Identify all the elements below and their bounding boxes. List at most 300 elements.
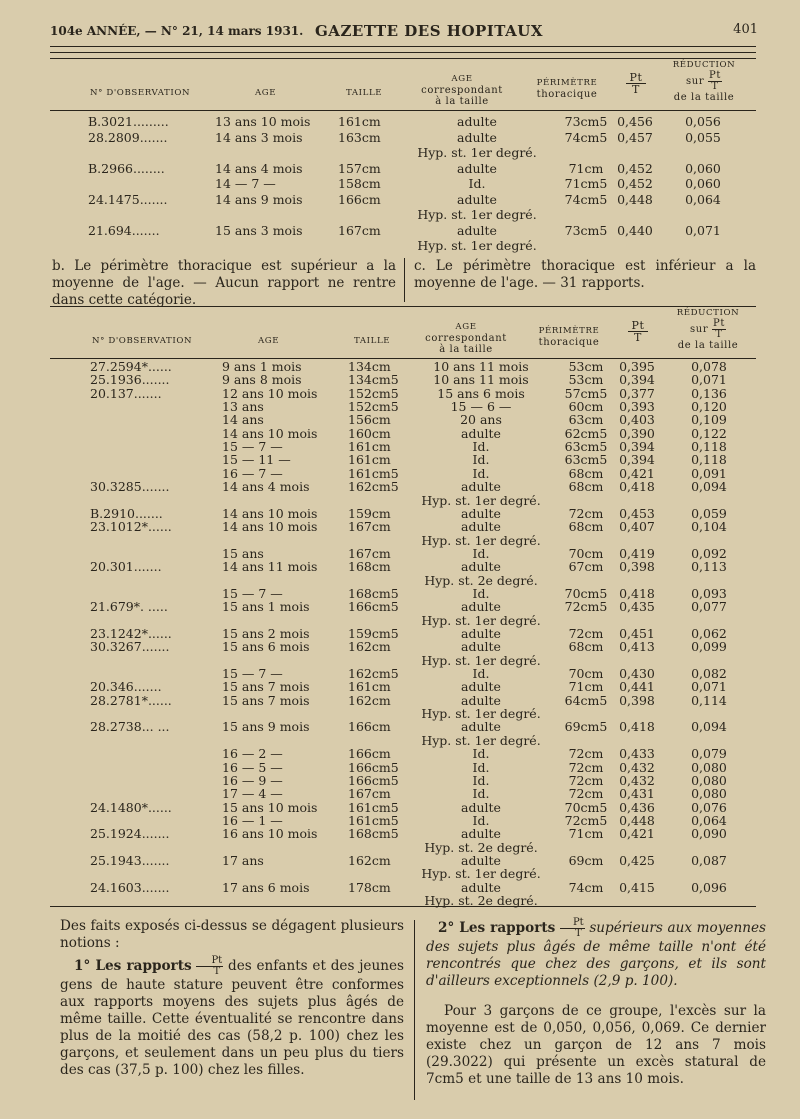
cell-taille: 166cm5	[348, 759, 399, 775]
cell-corr: adulte	[461, 679, 501, 695]
col-age-header-2: AGE	[258, 336, 280, 346]
cell-corr: 20 ans	[460, 412, 502, 428]
cell-peri: 68cm	[568, 519, 604, 535]
cell-age: 12 ans 10 mois	[222, 385, 318, 401]
col-peri-header-2	[534, 326, 604, 348]
cell-corr: Id.	[472, 452, 490, 468]
cell-age: 16 — 7 —	[222, 465, 283, 481]
cell-peri: 67cm	[568, 559, 604, 575]
point-2-fraction	[560, 918, 585, 939]
table2-top-rule	[50, 306, 756, 307]
cell-age: 16 — 1 —	[222, 812, 283, 828]
col-obs-header: N° D'OBSERVATION	[90, 88, 191, 98]
cell-obs: 21.694.......	[88, 222, 160, 238]
cell-ratio: 0,431	[619, 786, 655, 802]
cell-obs: 23.1012*......	[90, 519, 172, 535]
table1-top-rule	[50, 58, 756, 59]
cell-red: 0,080	[691, 786, 727, 802]
cell-ratio: 0,440	[617, 222, 653, 238]
cell-peri: 70cm5	[564, 585, 608, 601]
cell-corr: 15 ans 6 mois	[437, 385, 525, 401]
col-red-den: T	[711, 81, 719, 92]
cell-corr: Id.	[472, 465, 490, 481]
cell-taille: 134cm5	[348, 372, 399, 388]
cell-taille: 162cm5	[348, 666, 399, 682]
col-peri-line2-2: thoracique	[538, 337, 600, 348]
cell-corr: Hyp. st. 1er degré.	[421, 532, 541, 548]
cell-red: 0,082	[691, 666, 727, 682]
cell-corr: adulte	[457, 222, 497, 238]
cell-taille: 157cm	[338, 160, 381, 176]
cell-peri: 72cm5	[564, 812, 608, 828]
cell-red: 0,099	[691, 639, 727, 655]
cell-ratio: 0,418	[619, 479, 655, 495]
col-red-line2	[668, 71, 740, 92]
cell-age: 15 ans 2 mois	[222, 626, 310, 641]
cell-ratio: 0,451	[619, 626, 655, 641]
cell-red: 0,064	[691, 812, 727, 828]
cell-red: 0,071	[685, 222, 721, 238]
point-2-num: Pt	[560, 918, 585, 929]
conclusion-point-2	[426, 918, 766, 990]
cell-peri: 70cm	[568, 545, 604, 561]
cell-peri: 63cm5	[564, 439, 608, 455]
col-red-line1: RÉDUCTION	[672, 60, 736, 70]
cell-age: 16 — 9 —	[222, 772, 283, 788]
cell-corr: Id.	[472, 786, 490, 802]
cell-age: 9 ans 1 mois	[222, 359, 302, 374]
cell-peri: 63cm5	[564, 452, 608, 468]
cell-red: 0,091	[691, 465, 727, 481]
col-obs-header-2: N° D'OBSERVATION	[92, 336, 193, 346]
cell-corr: adulte	[461, 626, 501, 641]
cell-age: 15 ans 7 mois	[222, 692, 310, 708]
cell-obs: 25.1924.......	[90, 826, 170, 842]
cell-corr: Id.	[472, 812, 490, 828]
cell-corr: Hyp. st. 1er degré.	[421, 652, 541, 668]
cell-corr: Hyp. st. 2e degré.	[424, 893, 538, 908]
cell-peri: 68cm	[568, 465, 604, 481]
cell-age: 15 — 11 —	[222, 452, 291, 468]
cell-peri: 72cm5	[564, 599, 608, 615]
cell-taille: 167cm	[348, 786, 391, 802]
cell-corr: adulte	[461, 692, 501, 708]
cell-peri: 72cm	[568, 505, 604, 521]
col-corr-line3: à la taille	[435, 96, 489, 107]
cell-age: 15 ans 6 mois	[222, 639, 310, 655]
cell-taille: 161cm5	[348, 465, 399, 481]
cell-age: 14 ans 4 mois	[222, 479, 310, 495]
cell-peri: 74cm5	[564, 191, 608, 207]
cell-red: 0,064	[685, 191, 721, 207]
cell-age: 14 — 7 —	[215, 176, 276, 191]
cell-ratio: 0,407	[619, 519, 655, 535]
col-peri-line1-2: PÉRIMÈTRE	[538, 326, 600, 336]
cell-taille: 178cm	[348, 879, 391, 895]
cell-taille: 158cm	[338, 176, 381, 191]
cell-taille: 166cm	[348, 719, 391, 735]
cell-obs: B.3021.........	[88, 114, 169, 129]
page-header	[50, 20, 758, 42]
cell-peri: 72cm	[568, 772, 604, 788]
cell-age: 16 — 5 —	[222, 759, 283, 775]
cell-obs: 21.679*. .....	[90, 599, 168, 615]
cell-ratio: 0,448	[619, 812, 655, 828]
cell-red: 0,120	[691, 399, 727, 415]
cell-obs: 30.3267.......	[90, 639, 170, 655]
cell-corr: Hyp. st. 2e degré.	[424, 572, 538, 588]
cell-obs: 24.1480*......	[90, 799, 172, 815]
col-red-sur-2: sur	[690, 324, 709, 335]
cell-age: 17 — 4 —	[222, 786, 283, 802]
cell-peri: 57cm5	[564, 385, 608, 401]
cell-age: 15 ans 3 mois	[215, 222, 303, 238]
cell-peri: 71cm5	[564, 176, 608, 191]
cell-red: 0,122	[691, 425, 727, 441]
col-peri-header	[532, 78, 602, 100]
cell-red: 0,071	[691, 372, 727, 388]
col-red-line3: de la taille	[673, 92, 735, 103]
cell-taille: 161cm5	[348, 799, 399, 815]
col-red-line2-2	[672, 319, 744, 340]
cell-peri: 68cm	[568, 639, 604, 655]
cell-peri: 53cm	[568, 359, 604, 374]
cell-taille: 152cm5	[348, 399, 399, 415]
cell-peri: 69cm	[568, 852, 604, 868]
cell-age: 15 — 7 —	[222, 585, 283, 601]
cell-corr: Hyp. st. 1er degré.	[421, 612, 541, 628]
cell-ratio: 0,398	[619, 559, 655, 575]
col-ratio-den: T	[632, 83, 640, 96]
cell-taille: 156cm	[348, 412, 391, 428]
cell-ratio: 0,394	[619, 452, 655, 468]
cell-peri: 53cm	[568, 372, 604, 388]
cell-taille: 134cm	[348, 359, 391, 374]
cell-corr: Id.	[468, 176, 486, 191]
col-peri-line2: thoracique	[536, 89, 598, 100]
cell-red: 0,056	[685, 114, 721, 129]
cell-corr: Hyp. st. 1er degré.	[417, 145, 537, 160]
col-corr-line2-2: correspondant	[425, 333, 507, 344]
col-ratio-header-2	[628, 320, 648, 343]
cell-age: 14 ans 3 mois	[215, 129, 303, 145]
cell-age: 15 — 7 —	[222, 439, 283, 455]
cell-ratio: 0,419	[619, 545, 655, 561]
cell-corr: Id.	[472, 585, 490, 601]
cell-corr: adulte	[457, 191, 497, 207]
cell-taille: 168cm5	[348, 585, 399, 601]
col-ratio-den-2: T	[634, 331, 642, 344]
cell-age: 15 — 7 —	[222, 666, 283, 682]
cell-taille: 161cm5	[348, 812, 399, 828]
cell-red: 0,109	[691, 412, 727, 428]
cell-ratio: 0,394	[619, 439, 655, 455]
cell-corr: adulte	[457, 129, 497, 145]
cell-ratio: 0,433	[619, 746, 655, 762]
cell-age: 14 ans 10 mois	[222, 505, 318, 521]
cell-corr: adulte	[461, 879, 501, 895]
col-red-den-2: T	[715, 329, 723, 340]
cell-red: 0,094	[691, 479, 727, 495]
cell-obs: 30.3285.......	[90, 479, 170, 495]
cell-taille: 162cm	[348, 852, 391, 868]
journal-title: GAZETTE DES HOPITAUX	[315, 22, 544, 40]
cell-corr: Id.	[472, 439, 490, 455]
cell-age: 9 ans 8 mois	[222, 372, 302, 388]
cell-age: 14 ans 10 mois	[222, 425, 318, 441]
cell-red: 0,136	[691, 385, 727, 401]
col-red-num-2: Pt	[712, 318, 725, 329]
cell-corr: adulte	[461, 505, 501, 521]
cell-peri: 74cm5	[564, 129, 608, 145]
cell-red: 0,078	[691, 359, 727, 374]
cell-age: 15 ans	[222, 545, 264, 561]
cell-ratio: 0,453	[619, 505, 655, 521]
cell-obs: 23.1242*......	[90, 626, 172, 641]
cell-age: 15 ans 9 mois	[222, 719, 310, 735]
cell-red: 0,071	[691, 679, 727, 695]
cell-obs: B.2910.......	[90, 505, 163, 521]
cell-red: 0,059	[691, 505, 727, 521]
cell-age: 13 ans	[222, 399, 264, 415]
cell-corr: adulte	[461, 799, 501, 815]
bottom-divider	[414, 920, 415, 1100]
col-red-frac	[708, 71, 722, 92]
cell-taille: 159cm5	[348, 626, 399, 641]
cell-ratio: 0,448	[617, 191, 653, 207]
cell-peri: 62cm5	[564, 425, 608, 441]
cell-peri: 64cm5	[564, 692, 608, 708]
cell-corr: adulte	[461, 826, 501, 842]
col-corr-line3-2: à la taille	[439, 344, 493, 355]
cell-corr: adulte	[461, 425, 501, 441]
cell-corr: 15 — 6 —	[450, 399, 512, 415]
cell-taille: 166cm	[348, 746, 391, 762]
cell-red: 0,076	[691, 799, 727, 815]
section-divider	[404, 258, 405, 302]
col-corr-line1: AGE	[451, 74, 473, 84]
cell-ratio: 0,430	[619, 666, 655, 682]
cell-peri: 71cm	[568, 679, 604, 695]
cell-ratio: 0,452	[617, 176, 653, 191]
cell-age: 14 ans	[222, 412, 264, 428]
cell-obs: 25.1943.......	[90, 852, 170, 868]
cell-corr: adulte	[457, 114, 497, 129]
section-b-text: b. Le périmètre thoracique est supérieur a la moyenne de l'age. — Aucun rapport ne rentre dans cette catégorie.	[52, 258, 396, 308]
col-ratio-num: Pt	[626, 72, 646, 84]
cell-red: 0,087	[691, 852, 727, 868]
cell-corr: Id.	[472, 545, 490, 561]
cell-age: 15 ans 10 mois	[222, 799, 318, 815]
cell-corr: Hyp. st. 1er degré.	[421, 706, 541, 722]
cell-peri: 63cm	[568, 412, 604, 428]
point-2-den: T	[574, 928, 582, 939]
cell-taille: 166cm	[338, 191, 381, 207]
point-1-num: Pt	[196, 956, 223, 967]
cell-taille: 161cm	[348, 439, 391, 455]
cell-corr: Hyp. st. 1er degré.	[421, 732, 541, 748]
cell-red: 0,096	[691, 879, 727, 895]
cell-taille: 161cm	[338, 114, 381, 129]
cell-taille: 167cm	[348, 519, 391, 535]
cell-obs: 24.1475.......	[88, 191, 168, 207]
cell-ratio: 0,425	[619, 852, 655, 868]
issue-info: 104e ANNÉE, — N° 21, 14 mars 1931.	[50, 24, 304, 38]
cell-age: 16 — 2 —	[222, 746, 283, 762]
cell-peri: 73cm5	[564, 114, 608, 129]
cell-corr: adulte	[461, 519, 501, 535]
cell-obs: 28.2738... ...	[90, 719, 170, 735]
cell-peri: 60cm	[568, 399, 604, 415]
header-rule-thin	[50, 52, 756, 53]
cell-taille: 167cm	[338, 222, 381, 238]
col-corr-line1-2: AGE	[455, 322, 477, 332]
cell-age: 14 ans 11 mois	[222, 559, 318, 575]
cell-obs: 28.2781*......	[90, 692, 172, 708]
cell-red: 0,060	[685, 160, 721, 176]
col-red-header	[668, 60, 740, 103]
cell-taille: 152cm5	[348, 385, 399, 401]
cell-corr: 10 ans 11 mois	[433, 359, 529, 374]
col-red-line3-2: de la taille	[677, 340, 739, 351]
col-red-num: Pt	[708, 70, 721, 81]
cell-ratio: 0,390	[619, 425, 655, 441]
col-age-header: AGE	[255, 88, 277, 98]
point-2-text: supérieurs aux moyennes des sujets plus âgés de même taille n'ont été rencontrés que chez des garçons, et ils sont d'ailleurs exceptionnels (2,9 p. 100).	[426, 920, 766, 989]
cell-ratio: 0,413	[619, 639, 655, 655]
cell-corr: Hyp. st. 1er degré.	[421, 866, 541, 882]
col-ratio-header	[626, 72, 646, 95]
cell-peri: 72cm	[568, 759, 604, 775]
cell-red: 0,090	[691, 826, 727, 842]
conclusion-point-2-detail: Pour 3 garçons de ce groupe, l'excès sur la moyenne est de 0,050, 0,056, 0,069. Ce dernier existe chez un garçon de 12 ans 7 mois (29.3022) qui présente un excès statural de 7cm5 et une taille de 13 ans 10 mois.	[426, 1003, 766, 1087]
cell-red: 0,114	[691, 692, 727, 708]
cell-peri: 73cm5	[564, 222, 608, 238]
cell-ratio: 0,418	[619, 719, 655, 735]
cell-age: 17 ans	[222, 852, 264, 868]
cell-red: 0,094	[691, 719, 727, 735]
cell-corr: Id.	[472, 772, 490, 788]
cell-corr: adulte	[461, 639, 501, 655]
cell-corr: adulte	[457, 160, 497, 176]
cell-ratio: 0,418	[619, 585, 655, 601]
cell-taille: 159cm	[348, 505, 391, 521]
point-1-lead: 1° Les rapports	[74, 958, 192, 974]
cell-corr: adulte	[461, 852, 501, 868]
cell-corr: 10 ans 11 mois	[433, 372, 529, 388]
cell-peri: 70cm5	[564, 799, 608, 815]
cell-corr: adulte	[461, 719, 501, 735]
cell-corr: Hyp. st. 1er degré.	[417, 238, 537, 253]
cell-peri: 71cm	[568, 826, 604, 842]
cell-peri: 72cm	[568, 786, 604, 802]
cell-red: 0,055	[685, 129, 721, 145]
cell-red: 0,104	[691, 519, 727, 535]
cell-corr: adulte	[461, 559, 501, 575]
cell-obs: 25.1936.......	[90, 372, 170, 388]
cell-ratio: 0,398	[619, 692, 655, 708]
col-red-frac-2	[712, 319, 726, 340]
page-number: 401	[733, 22, 758, 37]
col-corr-line2: correspondant	[421, 85, 503, 96]
cell-age: 15 ans 7 mois	[222, 679, 310, 695]
cell-peri: 69cm5	[564, 719, 608, 735]
cell-taille: 166cm5	[348, 772, 399, 788]
cell-ratio: 0,452	[617, 160, 653, 176]
cell-peri: 70cm	[568, 666, 604, 682]
cell-ratio: 0,421	[619, 826, 655, 842]
cell-age: 17 ans 6 mois	[222, 879, 310, 895]
cell-obs: 28.2809.......	[88, 129, 168, 145]
conclusion-intro: Des faits exposés ci-dessus se dégagent plusieurs notions :	[60, 918, 404, 951]
table2-bottom-rule	[50, 906, 756, 907]
cell-taille: 163cm	[338, 129, 381, 145]
col-red-header-2	[672, 308, 744, 351]
point-2-lead: 2° Les rapports	[438, 920, 556, 936]
cell-peri: 68cm	[568, 479, 604, 495]
cell-taille: 166cm5	[348, 599, 399, 615]
cell-corr: Hyp. st. 1er degré.	[417, 207, 537, 222]
cell-obs: 27.2594*......	[90, 359, 172, 374]
col-taille-header: TAILLE	[346, 88, 383, 98]
cell-ratio: 0,421	[619, 465, 655, 481]
cell-taille: 162cm	[348, 692, 391, 708]
cell-peri: 72cm	[568, 626, 604, 641]
cell-ratio: 0,415	[619, 879, 655, 895]
table1-header-rule	[50, 110, 756, 111]
cell-ratio: 0,394	[619, 372, 655, 388]
cell-obs: 20.137.......	[90, 385, 162, 401]
cell-red: 0,093	[691, 585, 727, 601]
cell-peri: 71cm	[568, 160, 604, 176]
point-1-fraction	[196, 956, 223, 977]
cell-ratio: 0,432	[619, 772, 655, 788]
cell-age: 14 ans 4 mois	[215, 160, 303, 176]
cell-age: 13 ans 10 mois	[215, 114, 311, 129]
cell-obs: B.2966........	[88, 160, 165, 176]
cell-ratio: 0,457	[617, 129, 653, 145]
header-rule	[50, 46, 756, 47]
cell-ratio: 0,435	[619, 599, 655, 615]
col-corr-header	[412, 74, 512, 107]
cell-corr: adulte	[461, 479, 501, 495]
cell-red: 0,062	[691, 626, 727, 641]
cell-corr: Id.	[472, 746, 490, 762]
cell-ratio: 0,395	[619, 359, 655, 374]
cell-ratio: 0,432	[619, 759, 655, 775]
section-c-text: c. Le périmètre thoracique est inférieur a la moyenne de l'age. — 31 rapports.	[414, 258, 756, 291]
cell-age: 16 ans 10 mois	[222, 826, 318, 842]
point-1-text: des enfants et des jeunes gens de haute stature peuvent être conformes aux rapports moyens des sujets plus âgés de même taille. Cette éventualité se rencontre dans plus de la moitié des cas (58,2 p. 100) chez les garçons, et seulement dans un peu plus du tiers des cas (37,5 p. 100) chez les filles.	[60, 958, 405, 1078]
cell-red: 0,118	[691, 452, 727, 468]
cell-red: 0,060	[685, 176, 721, 191]
cell-taille: 168cm5	[348, 826, 399, 842]
cell-red: 0,118	[691, 439, 727, 455]
cell-red: 0,077	[691, 599, 727, 615]
cell-peri: 74cm	[568, 879, 604, 895]
cell-red: 0,113	[691, 559, 727, 575]
cell-taille: 161cm	[348, 452, 391, 468]
cell-red: 0,079	[691, 746, 727, 762]
cell-taille: 162cm5	[348, 479, 399, 495]
cell-ratio: 0,436	[619, 799, 655, 815]
conclusion-point-1	[60, 956, 404, 1079]
cell-age: 14 ans 9 mois	[215, 191, 303, 207]
point-1-den: T	[213, 966, 221, 977]
col-red-line1-2: RÉDUCTION	[676, 308, 740, 318]
cell-ratio: 0,393	[619, 399, 655, 415]
cell-ratio: 0,456	[617, 114, 653, 129]
